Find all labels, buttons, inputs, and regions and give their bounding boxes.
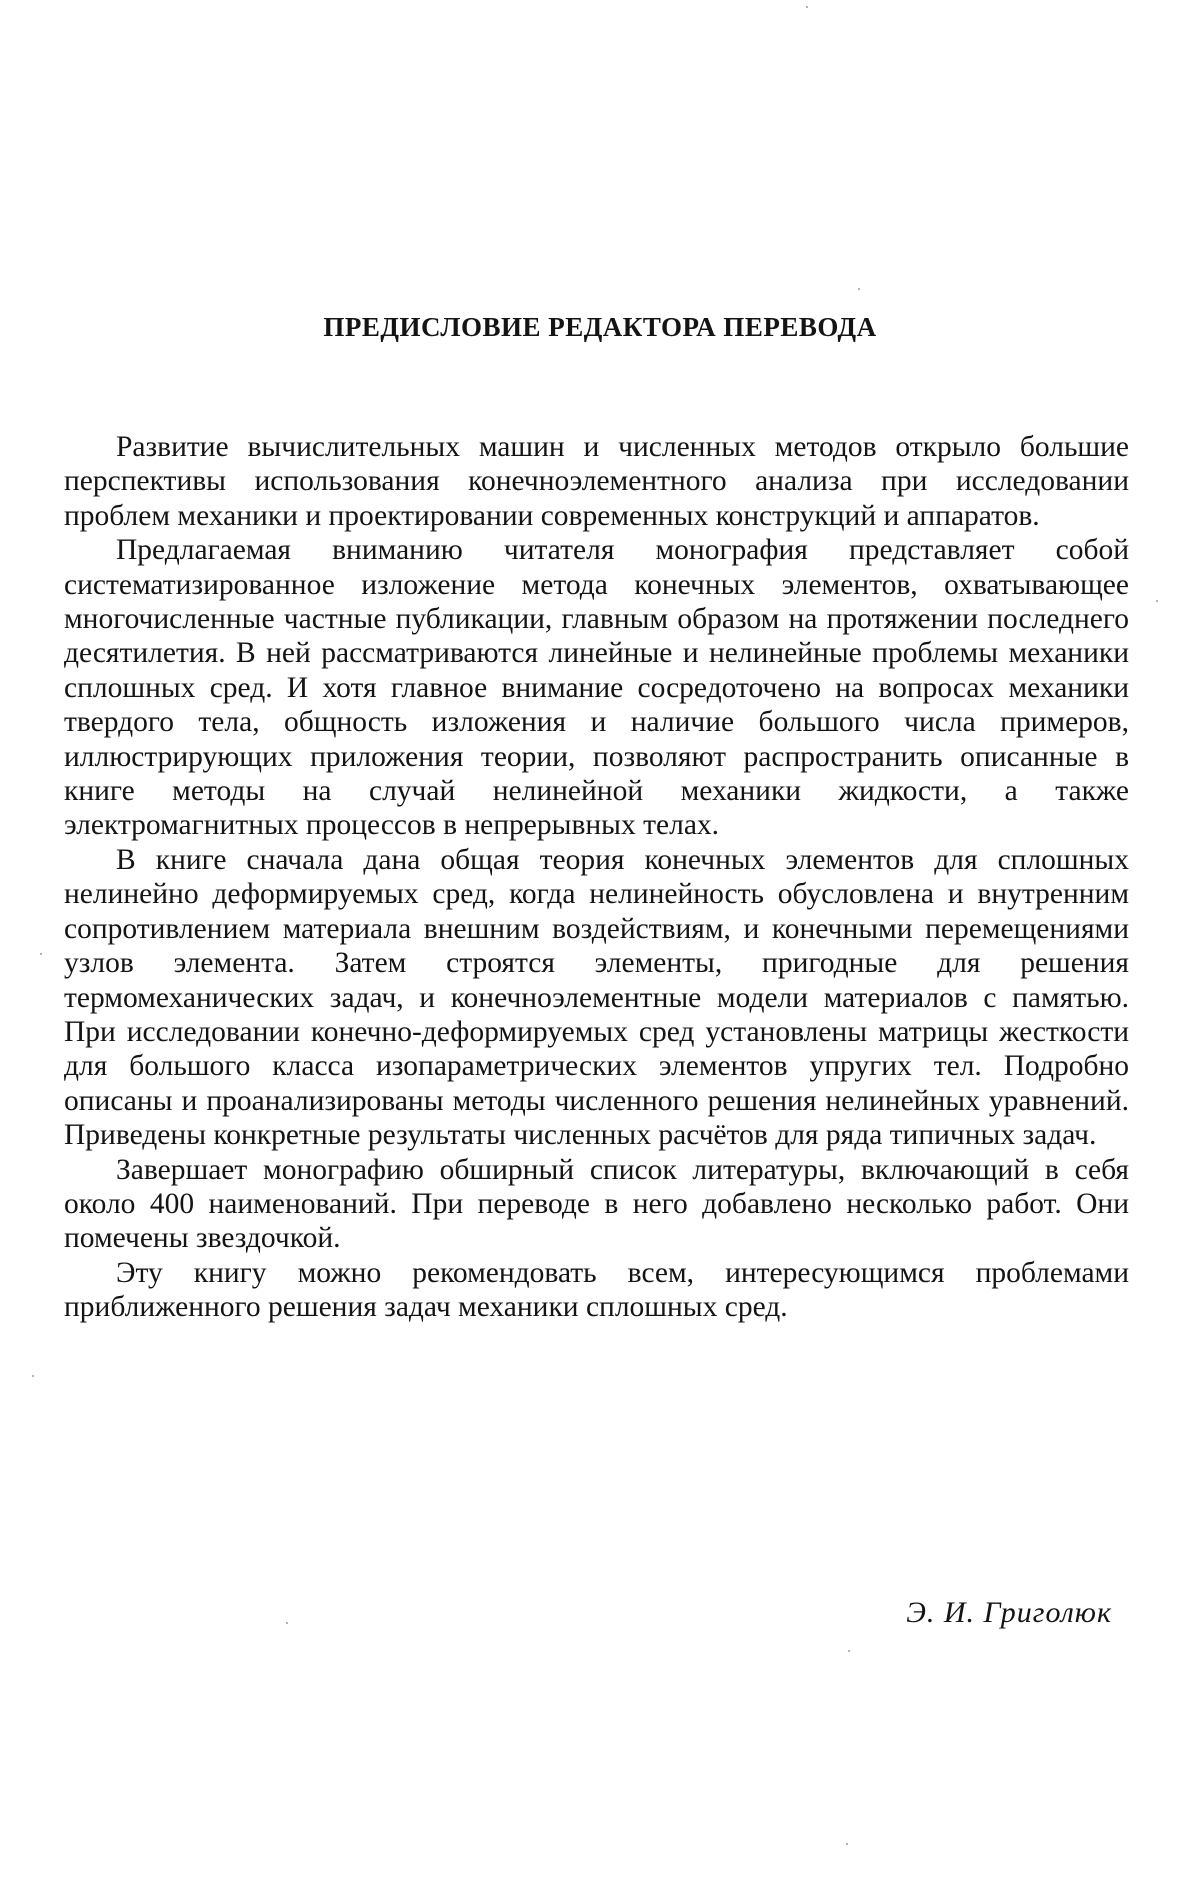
- scan-speck: [32, 1375, 34, 1377]
- scan-speck: [286, 1622, 288, 1624]
- scan-speck: [806, 6, 808, 8]
- paragraph: Завершает монографию обширный список литературы, включающий в себя около 400 наименований. При переводе в него добавлено несколько работ. Они помечены звездочкой.: [64, 1153, 1129, 1255]
- paragraph: Развитие вычислительных машин и численных методов открыло большие перспективы использования конечноэлементного анализа при исследовании проблем механики и проектировании современных конструкций и аппаратов.: [64, 431, 1129, 532]
- scan-speck: [40, 953, 42, 955]
- paragraph: В книге сначала дана общая теория конечных элементов для сплошных нелинейно деформируемых сред, когда нелинейность обусловлена и внутренним сопротивлением материала внешним воздействиям, и конечными перемещениями узлов элемента. Затем строятся элементы, пригодные для решения термомеханических задач, и конечноэлементные модели материалов с памятью. При исследовании конечно-деформируемых сред установлены матрицы жесткости для большого класса изопараметрических элементов упругих тел. Подробно описаны и проанализированы методы численного решения нелинейных уравнений. Приведены конкретные результаты численных расчётов для ряда типичных задач.: [64, 843, 1129, 1152]
- scan-speck: [858, 288, 860, 290]
- scan-speck: [846, 1843, 848, 1845]
- scan-speck: [1156, 600, 1158, 602]
- paragraph: Эту книгу можно рекомендовать всем, интересующимся проблемами приближенного решения задач механики сплошных сред.: [64, 1256, 1129, 1324]
- page-heading: ПРЕДИСЛОВИЕ РЕДАКТОРА ПЕРЕВОДА: [323, 312, 877, 342]
- scan-speck: [848, 1650, 850, 1652]
- preface-body: [64, 430, 1129, 1325]
- paragraph: Предлагаемая вниманию читателя монография представляет собой систематизированное изложение метода конечных элементов, охватывающее многочисленные частные публикации, главным образом на протяжении последнего десятилетия. В ней рассматриваются линейные и нелинейные проблемы механики сплошных сред. И хотя главное внимание сосредоточено на вопросах механики твердого тела, общность изложения и наличие большого числа примеров, иллюстрирующих приложения теории, позволяют распространить описанные в книге методы на случай нелинейной механики жидкости, а также электромагнитных процессов в непрерывных телах.: [64, 534, 1129, 842]
- editor-signature: Э. И. Григолюк: [906, 1596, 1112, 1629]
